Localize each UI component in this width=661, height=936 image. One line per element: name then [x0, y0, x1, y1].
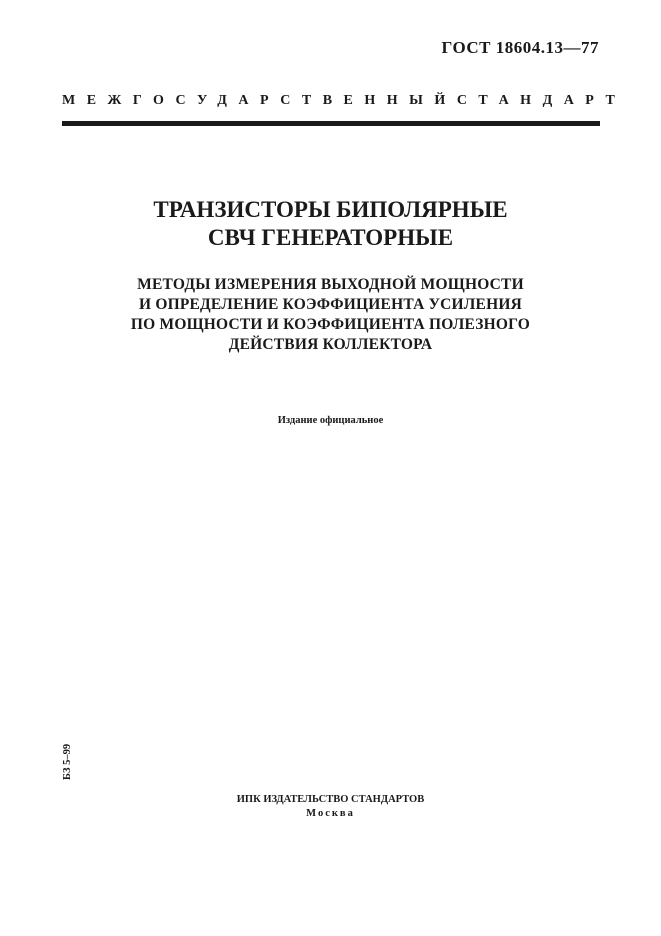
edition-label: Издание официальное — [277, 415, 384, 426]
document-subtitle — [0, 275, 661, 355]
side-code: БЗ 5–99 — [62, 743, 73, 780]
subtitle-line-4: ДЕЙСТВИЯ КОЛЛЕКТОРА — [228, 336, 433, 353]
subtitle-line-1: МЕТОДЫ ИЗМЕРЕНИЯ ВЫХОДНОЙ МОЩНОСТИ — [137, 276, 524, 293]
header-rule — [62, 121, 600, 126]
publisher-city: Москва — [306, 808, 355, 819]
subtitle-line-2: И ОПРЕДЕЛЕНИЕ КОЭФФИЦИЕНТА УСИЛЕНИЯ — [138, 296, 522, 313]
standard-type-word-standard: СТАНДАРТ — [456, 93, 627, 108]
subtitle-line-3: ПО МОЩНОСТИ И КОЭФФИЦИЕНТА ПОЛЕЗНОГО — [130, 316, 531, 333]
document-title — [0, 196, 661, 252]
document-number: ГОСТ 18604.13—77 — [441, 38, 599, 57]
title-line-1: ТРАНЗИСТОРЫ БИПОЛЯРНЫЕ — [153, 197, 508, 222]
standard-type-heading — [62, 93, 627, 109]
standard-type-word-interstate: МЕЖГОСУДАРСТВЕННЫЙ — [62, 93, 457, 108]
publisher-name: ИПК ИЗДАТЕЛЬСТВО СТАНДАРТОВ — [236, 794, 425, 805]
title-line-2: СВЧ ГЕНЕРАТОРНЫЕ — [207, 225, 454, 250]
